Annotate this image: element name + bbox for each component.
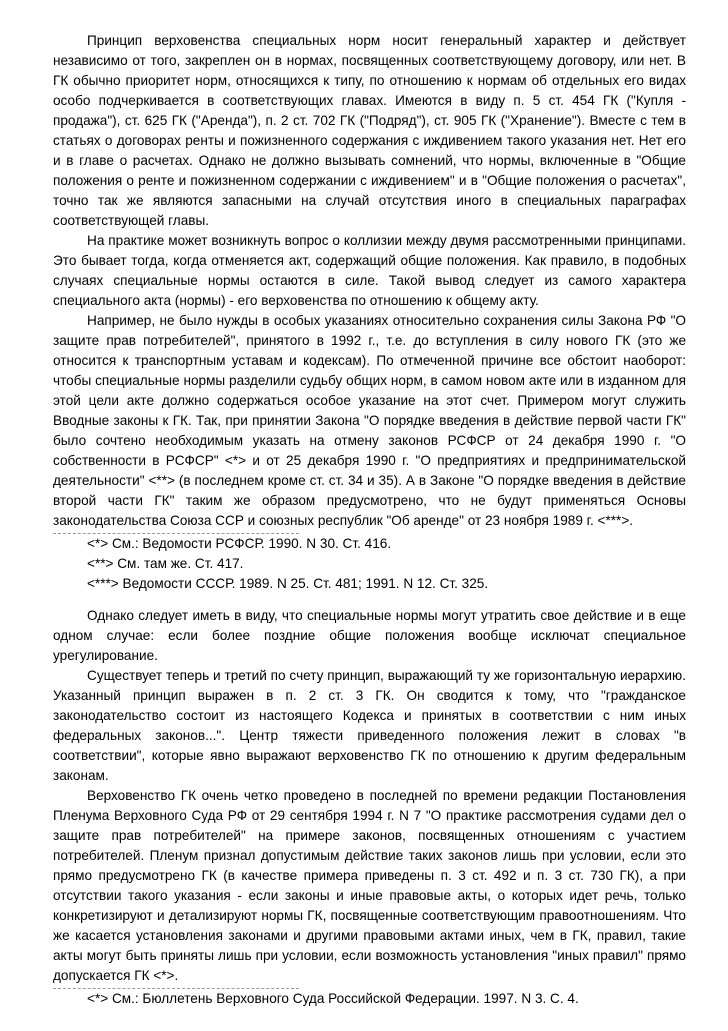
section-2 — [53, 606, 686, 986]
section-1 — [53, 31, 686, 531]
footnotes — [53, 989, 686, 1009]
paragraph: Однако следует иметь в виду, что специальные нормы могут утратить свое действие и в еще одном случае: если более поздние общие положения вообще исключат специальное урегулирование. — [53, 608, 686, 663]
paragraph: Например, не было нужды в особых указаниях относительно сохранения силы Закона РФ "О защите прав потребителей", принятого в 1992 г., т.е. до вступления в силу нового ГК (это же относится к транспортным уставам и кодексам). По отмеченной причине все обстоит наоборот: чтобы специальные нормы разделили судьбу общих норм, в самом новом акте или в изданном для этой цели акте должно содержаться особое указание на этот счет. Примером могут служить Вводные законы к ГК. Так, при принятии Закона "О порядке введения в действие первой части ГК" было сочтено необходимым указать на отмену законов РСФСР от 24 декабря 1990 г. "О собственности в РСФСР" <*> и от 25 декабря 1990 г. "О предприятиях и предпринимательской деятельности" <**> (в последнем кроме ст. ст. 34 и 35). А в Законе "О порядке введения в действие второй части ГК" таким же образом предусмотрено, что не будут применяться Основы законодательства Союза ССР и союзных республик "Об аренде" от 23 ноября 1989 г. <***>. — [53, 313, 686, 528]
footnote: <*> См.: Бюллетень Верховного Суда Российской Федерации. 1997. N 3. С. 4. — [87, 991, 579, 1006]
paragraph: Существует теперь и третий по счету принцип, выражающий ту же горизонтальную иерархию. Указанный принцип выражен в п. 2 ст. 3 ГК. Он сводится к тому, что "гражданское законодательство состоит из настоящего Кодекса и принятых в соответствии с ним иных федеральных законов...". Центр тяжести приведенного положения лежит в словах "в соответствии", которые явно выражают верховенство ГК по отношению к другим федеральным законам. — [53, 668, 686, 783]
footnote: <*> См.: Ведомости РСФСР. 1990. N 30. Ст. 416. — [87, 536, 392, 551]
paragraph: Верховенство ГК очень четко проведено в последней по времени редакции Постановления Пленума Верховного Суда РФ от 29 сентября 1994 г. N 7 "О практике рассмотрения судами дел о защите прав потребителей" на примере законов, посвященных отношениям с участием потребителей. Пленум признал допустимым действие таких законов лишь при условии, если это прямо предусмотрено ГК (в качестве примера приведены п. 3 ст. 492 и п. 3 ст. 730 ГК), а при отсутствии такого указания - если законы и иные правовые акты, о которых идет речь, только конкретизируют и детализируют нормы ГК, посвященные соответствующим правоотношениям. Что же касается установления законами и другими правовыми актами иных, чем в ГК, правил, такие акты могут быть приняты лишь при условии, если возможность установления "иных правил" прямо допускается ГК <*>. — [53, 788, 686, 983]
paragraph: Принцип верховенства специальных норм носит генеральный характер и действует независимо от того, закреплен он в нормах, посвященных соответствующему договору, или нет. В ГК обычно приоритет норм, относящихся к типу, по отношению к нормам об отдельных его видах особо подчеркивается в соответствующих главах. Имеются в виду п. 5 ст. 454 ГК ("Купля - продажа"), ст. 625 ГК ("Аренда"), п. 2 ст. 702 ГК ("Подряд"), ст. 905 ГК ("Хранение"). Вместе с тем в статьях о договорах ренты и пожизненного содержания с иждивением такого указания нет. Нет его и в главе о расчетах. Однако не должно вызывать сомнений, что нормы, включенные в "Общие положения о ренте и пожизненном содержании с иждивением" и в "Общие положения о расчетах", точно так же являются запасными на случай отсутствия иного в специальных параграфах соответствующей главы. — [53, 33, 686, 228]
footnote: <***> Ведомости СССР. 1989. N 25. Ст. 481; 1991. N 12. Ст. 325. — [87, 576, 489, 591]
footnote: <**> См. там же. Ст. 417. — [87, 556, 244, 571]
footnotes — [53, 534, 686, 594]
paragraph: На практике может возникнуть вопрос о коллизии между двумя рассмотренными принципами. Это бывает тогда, когда отменяется акт, содержащий общие положения. Как правило, в подобных случаях специальные нормы остаются в силе. Такой вывод следует из самого характера специального акта (нормы) - его верховенства по отношению к общему акту. — [53, 233, 686, 308]
